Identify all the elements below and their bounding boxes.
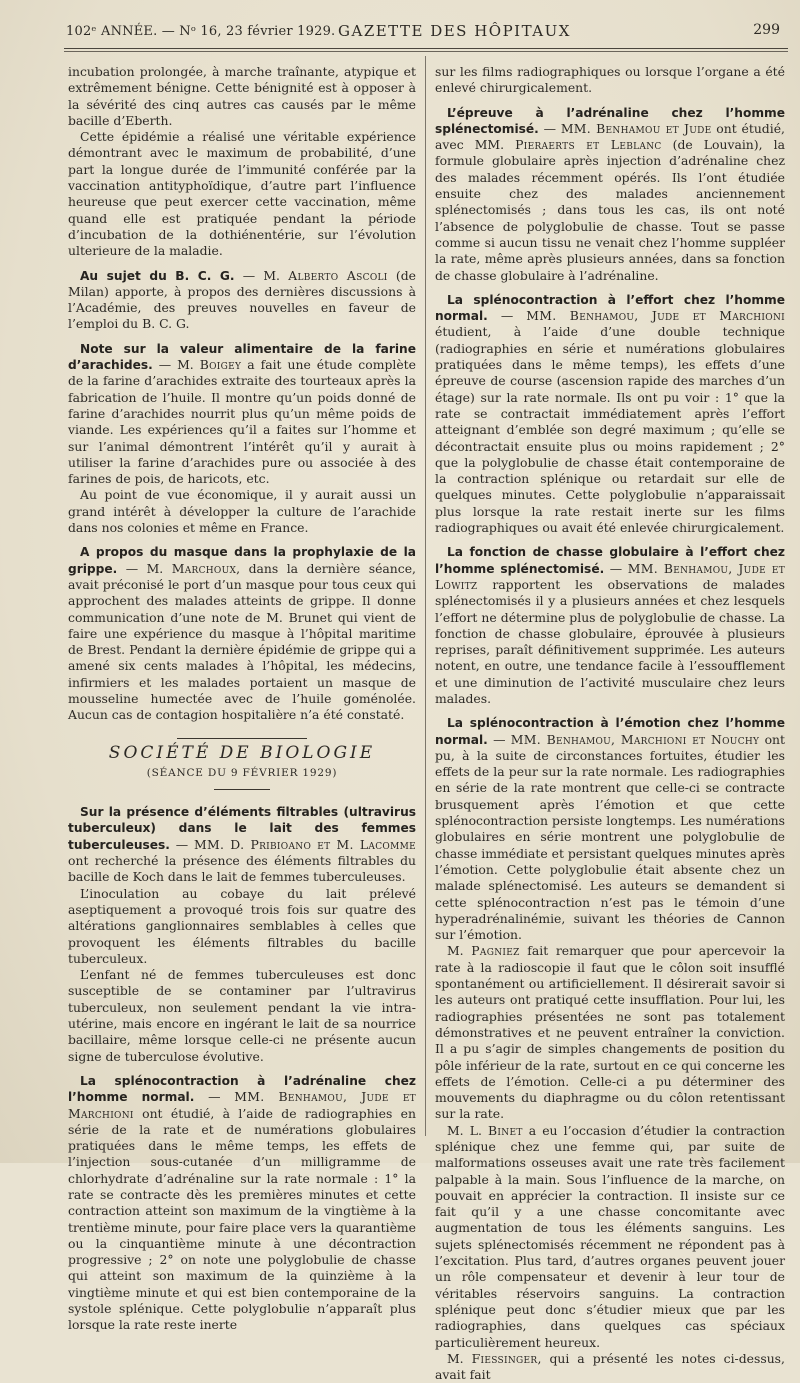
article-ultravirus: Sur la présence d’éléments filtrables (ultravirus tuberculeux) dans le lait des femmes tuberculeuses. — MM. D. Pribioano et M. Lacomme ont recherché la présence des éléments filtrables du bacille de Koch dans le lait de femmes tuberculeuses. (68, 805, 416, 885)
page-number: 299 (753, 22, 780, 38)
paragraph: M. L. Binet a eu l’occasion d’étudier la contraction splénique chez une femme qui, par suite de malformations osseuses avait une rate très facilement palpable à la main. Sous l’influence de la marche, on pouvait en apprécier la contraction. Il insiste sur ce fait qu’il y a une chasse concomitante avec augmentation de tous les éléments sanguins. Les sujets splénectomisés récemment ne répondent pas à l’excitation. Plus tard, d’autres organes peuvent jouer un rôle compensateur et devenir à leur tour de véritables réservoirs sanguins. La contraction splénique peut donc s’étudier mieux que par les radiographies, dans quelques cas spéciaux particulièrement heureux. (435, 1122, 786, 1350)
article-effort-splenectomise: La fonction de chasse globulaire à l’effort chez l’homme splénectomisé. — MM. Benhamou, Jude et Lowitz rapportent les observations de malades splénectomisés il y a plusieurs années et chez lesquels l’effort ne détermine plus de polyglobulie de chasse. La fonction de chasse globulaire, éprouvée à plusieurs reprises, paraît définitivement supprimée. Les auteurs notent, en outre, une tendance facile à l’essoufflement et une diminution de l’activité musculaire chez leurs malades. (435, 545, 785, 706)
paragraph: M. Fiessinger, qui a présenté les notes ci-dessus, avait fait (435, 1350, 785, 1383)
article-adrenaline-normal: La splénocontraction à l’adrénaline chez l’homme normal. — MM. Benhamou, Jude et Marchioni ont étudié, à l’aide de radiographies en série de la rate et de numérations globulaires pratiquées dans le même temps, les effets de l’injection sous-cutanée d’un milligramme de chlorhydrate d’adrénaline sur la rate normale : 1° la rate se contracte dès les premières minutes et cette contraction atteint son maximum de la vingtième à la trentième minute, pour faire place vers la quarantième ou la cinquantième minute à une décontraction progressive ; 2° on note une polyglobulie de chasse qui atteint son maximum de la quinzième à la vingtième minute et qui est bien contemporaine de la systole splénique. Cette polyglobulie n’apparaît plus lorsque la rate reste inerte (68, 1073, 416, 1333)
author-name: MM. Benhamou, Jude et Marchioni (526, 308, 785, 324)
article-title: Au sujet du B. C. G. (80, 268, 235, 283)
author-name: Alberto Ascoli (288, 267, 388, 283)
article-title: La fonction de chasse globulaire à l’effort chez l’homme splénectomisé. (435, 545, 785, 576)
article-title: L’épreuve à l’adrénaline chez l’homme splénectomisé. (435, 105, 785, 136)
journal-title: GAZETTE DES HÔPITAUX (338, 22, 571, 40)
author-name: MM. Benhamou, Jude et Lowitz (435, 560, 785, 592)
article-title: Sur la présence d’éléments filtrables (ultravirus tuberculeux) dans le lait des femmes tuberculeuses. (68, 805, 416, 852)
article-arachides: Note sur la valeur alimentaire de la farine d’arachides. — M. Boigey a fait une étude complète de la farine d’arachides extraite des tourteaux après la fabrication de l’huile. Il montre qu’un poids donné de farine d’arachides nourrit plus qu’un même poids de viande. Les expériences qu’il a faites sur l’homme et sur l’animal démontrent l’intérêt qu’il y aurait à utiliser la farine d’arachides pure ou associée à des farines de pois, de haricots, etc. (68, 341, 416, 487)
article-title: Note sur la valeur alimentaire de la farine d’arachides. (68, 341, 416, 373)
header-rule-secondary (64, 51, 788, 52)
article-effort-normal: La splénocontraction à l’effort chez l’homme normal. — MM. Benhamou, Jude et Marchioni étudient, à l’aide d’une double technique (radiographies en série et numérations globulaires pratiquées dans le même temps), les effets d’une épreuve de course (ascension rapide des marches d’un étage) sur la rate normale. Ils ont pu voir : 1° que la rate se contractait immédiatement après l’effort atteignant d’emblée son degré maximum ; qu’elle se décontractait ensuite plus ou moins rapidement ; 2° que la polyglobulie de chasse était contemporaine de la contraction splénique ou retardait sur elle de quelques minutes. Cette polyglobulie n’apparaissait plus lorsque la rate restait inerte sur les films radiographiques ou avait été enlevée chirurgicalement. (435, 292, 785, 536)
right-column (435, 64, 785, 1383)
author-name: MM. Benhamou, Jude et Marchioni (68, 1089, 416, 1121)
session-date: (SÉANCE DU 9 FÉVRIER 1929) (146, 766, 338, 779)
author-name: Pagniez (471, 943, 520, 959)
author-name: Boigey (199, 357, 242, 373)
paragraph: L’inoculation au cobaye du lait prélevé aseptiquement a provoqué trois fois sur quatre des altérations ganglionnaires semblables à celles que provoquent les éléments filtrables du bacille tuberculeux. (68, 885, 416, 966)
article-title: La splénocontraction à l’émotion chez l’homme normal. (435, 716, 785, 747)
author-name: MM. Benhamou et Jude (560, 120, 712, 136)
paragraph: incubation prolongée, à marche traînante, atypique et extrêmement bénigne. Cette bénignité est à opposer à la sévérité des cinq autres cas causés par le même bacille d’Eberth. (68, 64, 416, 128)
article-title: La splénocontraction à l’effort chez l’homme normal. (435, 292, 785, 324)
header-rule (64, 48, 788, 49)
section-divider (177, 738, 307, 739)
society-title: SOCIÉTÉ DE BIOLOGIE (108, 742, 376, 763)
article-title: La splénocontraction à l’adrénaline chez l’homme normal. (68, 1073, 416, 1105)
article-bcg: Au sujet du B. C. G. — M. Alberto Ascoli (de Milan) apporte, à propos des dernières discussions à l’Académie, des preuves nouvelles en faveur de l’emploi du B. C. G. (68, 267, 416, 332)
issue-info: 102ᵉ ANNÉE. — Nᵒ 16, 23 février 1929. (66, 24, 336, 39)
paragraph: L’enfant né de femmes tuberculeuses est donc susceptible de se contaminer par l’ultravirus tuberculeux, non seulement pendant la vie intra-utérine, mais encore en ingérant le lait de sa nourrice bacillaire, même lorsque celle-ci ne présente aucun signe de tuberculose évolutive. (68, 967, 416, 1064)
article-emotion-normal: La splénocontraction à l’émotion chez l’homme normal. — MM. Benhamou, Marchioni et Nouchy ont pu, à la suite de circonstances fortuites, étudier les effets de la peur sur la rate normale. Les radiographies en série de la rate montrent que celle-ci se contracte brusquement après l’émotion et que cette splénocontraction persiste longtemps. Les numérations globulaires en série montrent une polyglobulie de chasse immédiate et persistant quelques minutes après l’émotion. Cette polyglobulie était absente chez un malade splénectomisé. Les auteurs se demandent si cette splénocontraction n’est pas le témoin d’une hyperadrénalinémie, suivant les théories de Cannon sur l’émotion. (435, 716, 785, 943)
paragraph: Au point de vue économique, il y aurait aussi un grand intérêt à développer la culture de l’arachide dans nos colonies et même en France. (68, 487, 416, 536)
author-name: Pieraerts et Leblanc (515, 137, 662, 153)
paragraph: sur les films radiographiques ou lorsque l’organe a été enlevé chirurgicalement. (435, 64, 785, 96)
paragraph: Cette épidémie a réalisé une véritable expérience démontrant avec le maximum de probabilité, d’une part la longue durée de l’immunité conférée par la vaccination antityphoïdique, d’autre part l’influence heureuse que peut exercer cette vaccination, même quand elle est pratiquée pendant la période d’incubation de la dothiénentérie, sur l’évolution ulterieure de la maladie. (68, 129, 416, 259)
author-name: Marchoux (171, 560, 237, 576)
author-name: MM. Benhamou, Marchioni et Nouchy (510, 731, 760, 747)
author-name: MM. D. Pribioano et M. Lacomme (193, 836, 416, 852)
left-column (68, 64, 416, 1334)
paragraph: M. Pagniez fait remarquer que pour apercevoir la rate à la radioscopie il faut que le côlon soit insufflé spontanément ou artificiellement. Il désirerait savoir si les auteurs ont pratiqué cette insufflation. Pour lui, les radiographies présentées ne sont pas totalement démonstratives et ne peuvent entraîner la conviction. Il a pu s’agir de simples changements de position du pôle inférieur de la rate, surtout en ce qui concerne les effets de l’émotion. Celle-ci a pu déterminer des mouvements du diaphragme ou du côlon retentissant sur la rate. (435, 943, 785, 1122)
page-header (66, 22, 786, 44)
author-name: Fiessinger (471, 1350, 538, 1366)
article-masque: A propos du masque dans la prophylaxie de la grippe. — M. Marchoux, dans la dernière séance, avait préconisé le port d’un masque pour tous ceux qui approchent des malades atteints de grippe. Il donne communication d’une note de M. Brunet qui vient de faire une expérience du masque à l’hôpital maritime de Brest. Pendant la dernière épidémie de grippe qui a amené six cents malades à l’hôpital, les médecins, infirmiers et les malades portaient un masque de mousseline humectée avec de l’huile goménolée. Aucun cas de contagion hospitalière n’a été constaté. (68, 545, 416, 723)
author-name: Binet (488, 1122, 523, 1138)
column-separator (425, 56, 426, 1136)
article-adrenaline-splenectomise: L’épreuve à l’adrénaline chez l’homme splénectomisé. — MM. Benhamou et Jude ont étudié, avec MM. Pieraerts et Leblanc (de Louvain), la formule globulaire après injection d’adrénaline chez des malades récemment opérés. Ils l’ont étudiée ensuite chez des malades anciennement splénectomisés ; dans tous les cas, ils ont noté l’absence de polyglobulie de chasse. Tout se passe comme si aucun tissu ne venait chez l’homme suppléer la rate, même après plusieurs années, dans sa fonction de chasse globulaire à l’adrénaline. (435, 105, 785, 283)
article-title: A propos du masque dans la prophylaxie de la grippe. (68, 545, 416, 576)
